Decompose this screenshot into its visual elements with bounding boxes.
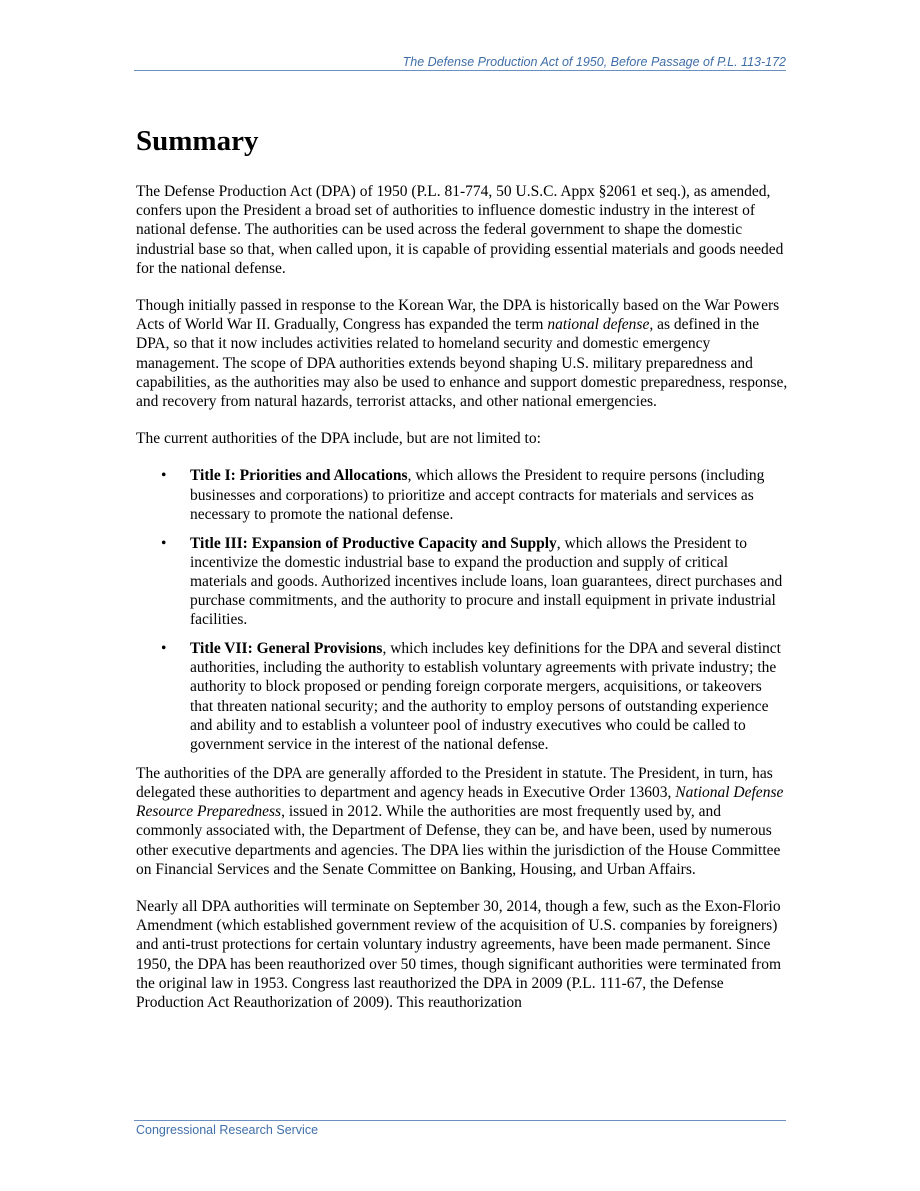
paragraph-history-text-2: as defined in the DPA, so that it now includes activities related to homeland security and domestic emergency management. The scope of DPA authorities extends beyond shaping U.S. military preparedness and capabilities, as the authorities may also be used to enhance and support domestic preparedness, response, and recovery from natural hazards, terrorist attacks, and other national emergencies. — [136, 316, 788, 411]
paragraph-history — [136, 296, 788, 411]
paragraph-history-text-1: Though initially passed in response to the Korean War, the DPA is historically based on the War Powers Acts of World War II. Gradually, Congress has expanded the term — [136, 297, 780, 334]
list-item — [136, 639, 788, 754]
footer-divider — [134, 1120, 786, 1121]
paragraph-authorities-intro: The current authorities of the DPA include, but are not limited to: — [136, 430, 541, 448]
paragraph-delegation — [136, 764, 788, 879]
paragraph-delegation-text-1: The authorities of the DPA are generally afforded to the President in statute. The President, in turn, has delegated these authorities to department and agency heads in Executive Order 13603, — [136, 764, 773, 801]
list-item-text: , which allows the President to require persons (including businesses and corporations) to prioritize and accept contracts for materials and services as necessary to promote the national defense. — [190, 467, 765, 523]
list-item-title: Title I: Priorities and Allocations — [190, 467, 408, 485]
authorities-list — [136, 466, 788, 754]
list-item — [136, 534, 788, 630]
bullet-icon: • — [161, 534, 167, 552]
list-item — [136, 466, 788, 524]
footer-publisher: Congressional Research Service — [136, 1123, 319, 1137]
header-divider — [134, 70, 786, 71]
paragraph-termination: Nearly all DPA authorities will terminate on September 30, 2014, though a few, such as the Exon-Florio Amendment (which established government review of the acquisition of U.S. companies by foreigners) and anti-trust protections for certain voluntary industry agreements, have been made permanent. Since 1950, the DPA has been reauthorized over 50 times, though significant authorities were terminated from the original law in 1953. Congress last reauthorized the DPA in 2009 (P.L. 111-67, the Defense Production Act Reauthorization of 2009). This reauthorization — [136, 898, 782, 1012]
list-item-text: , which includes key definitions for the DPA and several distinct authorities, including the authority to establish voluntary agreements with private industry; the authority to block proposed or pending foreign corporate mergers, acquisitions, or takeovers that threaten national security; and the authority to employ persons of outstanding experience and ability and to establish a volunteer pool of industry executives who could be called to government service in the interest of the national defense. — [190, 640, 781, 754]
page-title: Summary — [136, 125, 259, 157]
running-header-title: The Defense Production Act of 1950, Before Passage of P.L. 113-172 — [402, 55, 786, 69]
paragraph-delegation-text-2: , issued in 2012. While the authorities are most frequently used by, and commonly associated with, the Department of Defense, they can be, and have been, used by numerous other executive departments and agencies. The DPA lies within the jurisdiction of the House Committee on Financial Services and the Senate Committee on Banking, Housing, and Urban Affairs. — [136, 803, 781, 878]
bullet-icon: • — [161, 467, 167, 485]
list-item-title: Title VII: General Provisions — [190, 640, 383, 658]
paragraph-intro: The Defense Production Act (DPA) of 1950 (P.L. 81-774, 50 U.S.C. Appx §2061 et seq.), as amended, confers upon the President a broad set of authorities to influence domestic industry in the interest of national defense. The authorities can be used across the federal government to shape the domestic industrial base so that, when called upon, it is capable of providing essential materials and goods needed for the national defense. — [136, 183, 784, 277]
bullet-icon: • — [161, 640, 167, 658]
executive-order-title: National Defense Resource Preparedness — [136, 783, 784, 821]
term-national-defense: national defense, — [547, 316, 654, 334]
list-item-title: Title III: Expansion of Productive Capacity and Supply — [190, 534, 557, 552]
document-body — [136, 122, 788, 1030]
list-item-text: , which allows the President to incentivize the domestic industrial base to expand the production and supply of critical materials and goods. Authorized incentives include loans, loan guarantees, direct purchases and purchase commitments, and the authority to procure and install equipment in private industrial facilities. — [190, 534, 783, 629]
